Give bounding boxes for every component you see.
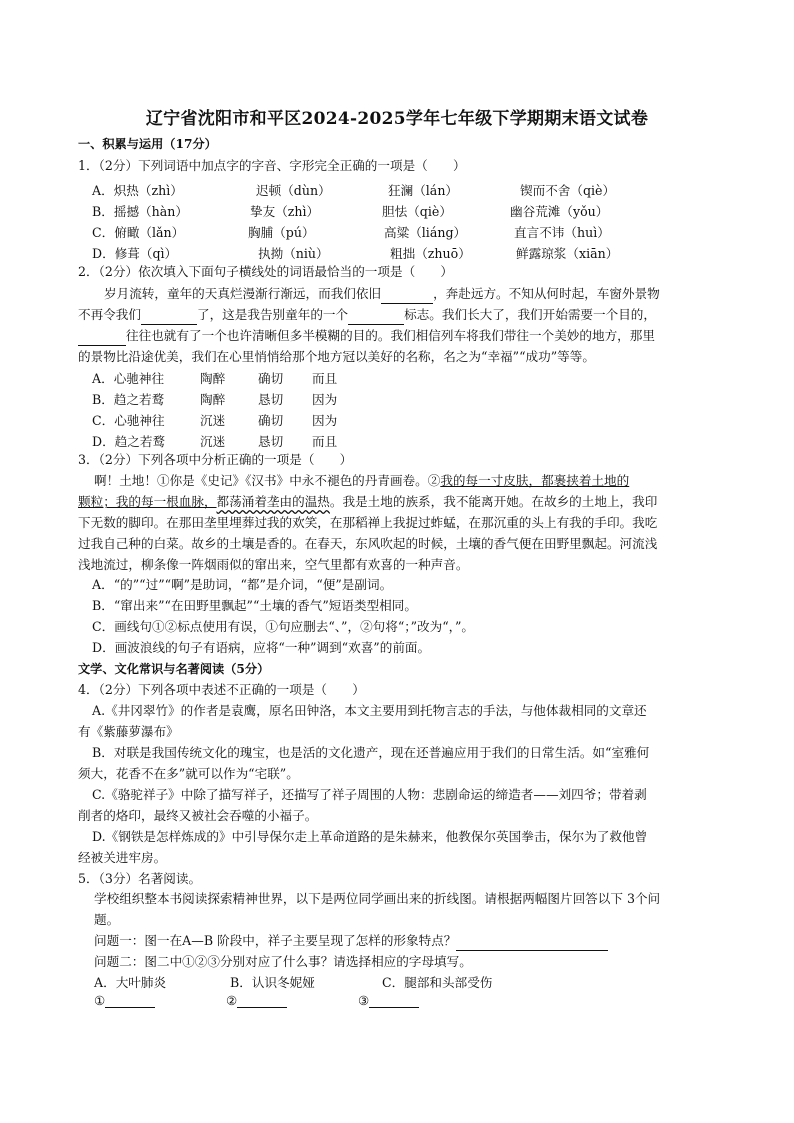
option-item: 陶醉 (200, 392, 226, 407)
option-item: 恳切 (258, 434, 284, 449)
option-line: D.《钢铁是怎样炼成的》中引导保尔走上革命道路的是朱赫来，他教保尔英国拳击，保尔为了救他曾 (92, 829, 648, 844)
option-item: C．腿部和头部受伤 (382, 975, 493, 990)
option-item: 沉迷 (200, 434, 226, 449)
option-item: 狂澜（lán） (388, 183, 459, 198)
question-stem: 1．（2分）下列词语中加点字的字音、字形完全正确的一项是（ ） (78, 158, 466, 173)
option-line: B．对联是我国传统文化的瑰宝，也是活的文化遗产，现在还普遍应用于我们的日常生活。如“室雅何 (92, 745, 650, 760)
option-item: 粗拙（zhuō） (390, 246, 471, 261)
passage-line: 浅地流过，柳条像一阵烟雨似的窜出来，空气里都有欢喜的一种声音。 (78, 557, 469, 572)
sub-question: 问题一：图一在A—B 阶段中，祥子主要呈现了怎样的形象特点？ (94, 931, 608, 951)
question-stem: 2．（2分）依次填入下面句子横线处的词语最恰当的一项是（ ） (78, 264, 453, 279)
option-label: B．趋之若鹜 (92, 392, 165, 407)
sub-question: 问题二：图二中①②③分别对应了什么事？请选择相应的字母填写。 (94, 954, 472, 969)
page-title: 辽宁省沈阳市和平区2024-2025学年七年级下学期期末语文试卷 (145, 109, 649, 129)
option-item: 而且 (312, 434, 338, 449)
answer-slot: ② (226, 993, 287, 1008)
option-line: 须大，花香不在多”就可以作为“宅联”。 (78, 766, 299, 781)
section-heading: 文学、文化常识与名著阅读（5分） (78, 662, 270, 676)
option-line: B．“窜出来”“在田野里飘起”“土壤的香气”短语类型相同。 (92, 598, 417, 613)
option-item: 锲而不舍（qiè） (520, 183, 616, 198)
option-line: 削者的烙印，最终又被社会吞噬的小福子。 (78, 808, 318, 823)
passage-line: 下无数的脚印。在那田垄里埋葬过我的欢笑，在那稻禅上我捉过蚱蜢，在那沉重的头上有我的手印。我吃 (78, 515, 658, 530)
option-label: C．俯瞰（lǎn） (92, 225, 185, 240)
answer-slot: ① (94, 993, 155, 1008)
option-item: 陶醉 (200, 371, 226, 386)
option-item: 因为 (312, 392, 338, 407)
option-line: 有《紫藤萝瀑布》 (78, 724, 179, 739)
option-item: 因为 (312, 413, 338, 428)
option-label: B．摇撼（hàn） (92, 204, 188, 219)
option-item: 挚友（zhì） (250, 204, 320, 219)
option-line: A.《井冈翠竹》的作者是袁鹰，原名田钟洛，本文主要用到托物言志的手法，与他体裁相同的文章还 (92, 703, 647, 718)
question-stem: 3．（2分）下列各项中分析正确的一项是（ ） (78, 452, 353, 467)
option-item: B．认识冬妮娅 (230, 975, 315, 990)
option-item: 恳切 (258, 392, 284, 407)
option-item: 鲜露琼浆（xiān） (516, 246, 619, 261)
option-line: D．画波浪线的句子有语病，应将“一种”调到“欢喜”的前面。 (92, 640, 431, 655)
option-line: A．“的”“过”“啊”是助词，“都”是介词，“便”是副词。 (92, 577, 393, 592)
option-label: D．趋之若鹜 (92, 434, 166, 449)
option-item: 幽谷荒滩（yǒu） (510, 204, 609, 219)
passage-line: 题。 (94, 912, 120, 927)
passage-line: 的景物比沿途优美，我们在心里悄悄给那个地方冠以美好的名称，名之为“幸福”“成功”等等。 (78, 349, 595, 364)
option-line: 经被关进牢房。 (78, 850, 167, 865)
question-stem: 4．（2分）下列各项中表述不正确的一项是（ ） (78, 682, 365, 697)
option-item: A．大叶肺炎 (94, 975, 167, 990)
answer-slot: ③ (358, 993, 419, 1008)
passage-line: 不再令我们 了，这是我告别童年的一个 标志。我们长大了，我们开始需要一个目的， (78, 305, 656, 325)
option-item: 胸脯（pú） (248, 225, 315, 240)
option-item: 胆怯（qiè） (382, 204, 452, 219)
passage-line: 过我自己种的白菜。故乡的土壤是香的。在春天，东风吹起的时候，土壤的香气便在田野里飘起。河流浅 (78, 536, 658, 551)
passage-line: 颗粒；我的每一根血脉，都荡涌着垄由的温热。我是土地的族系，我不能离开她。在故乡的土地上，我印 (78, 494, 658, 509)
option-label: A．心驰神往 (92, 371, 165, 386)
passage-line: 往往也就有了一个也许清晰但多半模糊的目的。我们相信列车将我们带往一个美妙的地方，那里 (78, 326, 655, 346)
section-heading: 一、积累与运用（17分） (78, 137, 217, 151)
option-item: 直言不讳（huì） (514, 225, 610, 240)
option-line: C.《骆驼祥子》中除了描写祥子，还描写了祥子周围的人物：悲剧命运的缔造者——刘四爷；带着剥 (92, 787, 647, 802)
question-stem: 5．（3分）名著阅读。 (78, 871, 202, 886)
option-item: 而且 (312, 371, 338, 386)
option-item: 迟顿（dùn） (256, 183, 331, 198)
option-line: C．画线句①②标点使用有误，①句应删去“、”，②句将“；”改为“，”。 (92, 619, 474, 634)
option-label: D．修葺（qì） (92, 246, 178, 261)
option-item: 执拗（niù） (258, 246, 329, 261)
option-item: 沉迷 (200, 413, 226, 428)
option-label: A．炽热（zhì） (92, 183, 183, 198)
answer-blank (456, 936, 608, 951)
passage-line: 啊！土地！①你是《史记》《汉书》中永不褪色的丹青画卷。②我的每一寸皮肤，都裹挟着土地的 (94, 473, 630, 488)
option-item: 确切 (258, 413, 284, 428)
option-label: C．心驰神往 (92, 413, 165, 428)
option-item: 确切 (258, 371, 284, 386)
option-item: 高粱（liáng） (384, 225, 467, 240)
passage-line: 岁月流转，童年的天真烂漫渐行渐远，而我们依旧 ，奔赴远方。不知从何时起，车窗外景物 (104, 284, 660, 304)
passage-line: 学校组织整本书阅读探索精神世界，以下是两位同学画出来的折线图。请根据两幅图片回答以下 3个问 (94, 891, 661, 906)
